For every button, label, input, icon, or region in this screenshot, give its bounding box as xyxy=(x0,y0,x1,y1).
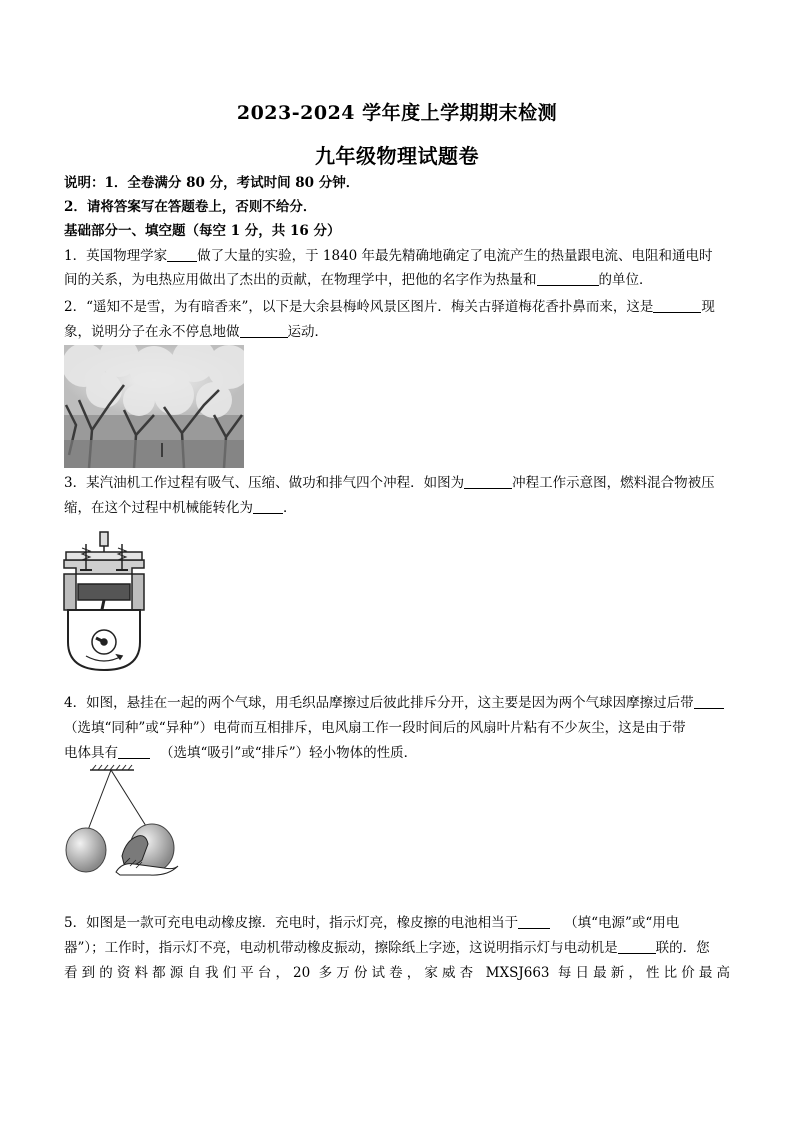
q1-text-b: 做了大量的实验，于 1840 年最先精确地确定了电流产生的热量跟电流、电阻和通电时 xyxy=(197,248,713,264)
page-title: 2023-2024 学年度上学期期末检测 xyxy=(236,102,558,124)
q4-answer-blank-1[interactable] xyxy=(694,695,724,709)
q1-answer-blank-2[interactable] xyxy=(537,272,599,286)
q1-text-c: 间的关系，为电热应用做出了杰出的贡献，在物理学中，把他的名字作为热量和 xyxy=(64,272,537,288)
q2-text-a: 2．“遥知不是雪，为有暗香来”，以下是大余县梅岭风景区图片．梅关古驿道梅花香扑鼻而来，这是 xyxy=(64,299,654,315)
q3-text-a: 3．某汽油机工作过程有吸气、压缩、做功和排气四个冲程．如图为 xyxy=(64,475,465,491)
q4-text-a: 4．如图，悬挂在一起的两个气球，用毛织品摩擦过后彼此排斥分开，这主要是因为两个气球因摩擦过后带 xyxy=(64,695,694,711)
question-4-line-3 xyxy=(64,744,730,762)
question-5-line-3: 看到的资料都源自我们平台，20 多万份试卷，家威杏 MXSJ663 每日最新，性比价最高 xyxy=(64,965,730,981)
instructions-note-1: 说明：1．全卷满分 80 分，考试时间 80 分钟． xyxy=(64,175,360,191)
q3-text-b: 冲程工作示意图，燃料混合物被压 xyxy=(512,475,715,491)
q2-text-b: 现 xyxy=(701,299,715,315)
question-1-line-2 xyxy=(64,271,730,289)
q2-answer-blank-1[interactable] xyxy=(653,299,701,313)
question-5-line-2 xyxy=(64,939,730,957)
q5-text-a: 5．如图是一款可充电电动橡皮擦．充电时，指示灯亮，橡皮擦的电池相当于 xyxy=(64,915,519,931)
q4-answer-blank-2[interactable] xyxy=(118,745,150,759)
q5-text-c: 器”）；工作时，指示灯不亮，电动机带动橡皮振动，擦除纸上字迹，这说明指示灯与电动机是 xyxy=(64,940,618,956)
q5-text-b: （填“电源”或“用电 xyxy=(564,915,680,931)
q4-text-c: 电体具有 xyxy=(64,745,118,761)
q3-answer-blank-1[interactable] xyxy=(464,475,512,489)
question-2-line-1 xyxy=(64,298,730,316)
q2-answer-blank-2[interactable] xyxy=(240,324,288,338)
q5-text-d: 联的．您 xyxy=(655,940,710,956)
question-4-line-2 xyxy=(64,719,730,737)
instructions-note-2: 2．请将答案写在答题卷上，否则不给分． xyxy=(64,199,317,215)
q1-text-d: 的单位． xyxy=(598,272,653,288)
question-2-line-2 xyxy=(64,323,730,341)
hanging-balloons-diagram xyxy=(64,764,186,876)
section-heading: 基础部分一、填空题（每空 1 分，共 16 分） xyxy=(64,223,341,239)
q5-answer-blank-2[interactable] xyxy=(618,940,656,954)
q4-text-d: （选填“吸引”或“排斥”）轻小物体的性质． xyxy=(160,745,418,761)
gasoline-engine-diagram xyxy=(62,530,146,672)
q2-text-d: 运动． xyxy=(287,324,328,340)
q3-text-c: 缩，在这个过程中机械能转化为 xyxy=(64,500,253,516)
question-4-line-1 xyxy=(64,694,730,712)
q3-text-d: ． xyxy=(283,500,297,516)
question-3-line-1 xyxy=(64,474,730,492)
q3-answer-blank-2[interactable] xyxy=(253,500,283,514)
page-subtitle: 九年级物理试题卷 xyxy=(315,144,479,168)
q2-text-c: 象，说明分子在永不停息地做 xyxy=(64,324,240,340)
question-1-line-1 xyxy=(64,247,730,265)
question-3-line-2 xyxy=(64,499,730,517)
q1-text-a: 1．英国物理学家 xyxy=(64,248,168,264)
q1-answer-blank-1[interactable] xyxy=(167,248,197,262)
plum-blossom-photo xyxy=(64,345,244,468)
q4-text-b: （选填“同种”或“异种”）电荷而互相排斥，电风扇工作一段时间后的风扇叶片粘有不少灰尘，这是由于带 xyxy=(64,720,686,736)
question-5-line-1 xyxy=(64,914,730,932)
q5-answer-blank-1[interactable] xyxy=(518,915,550,929)
